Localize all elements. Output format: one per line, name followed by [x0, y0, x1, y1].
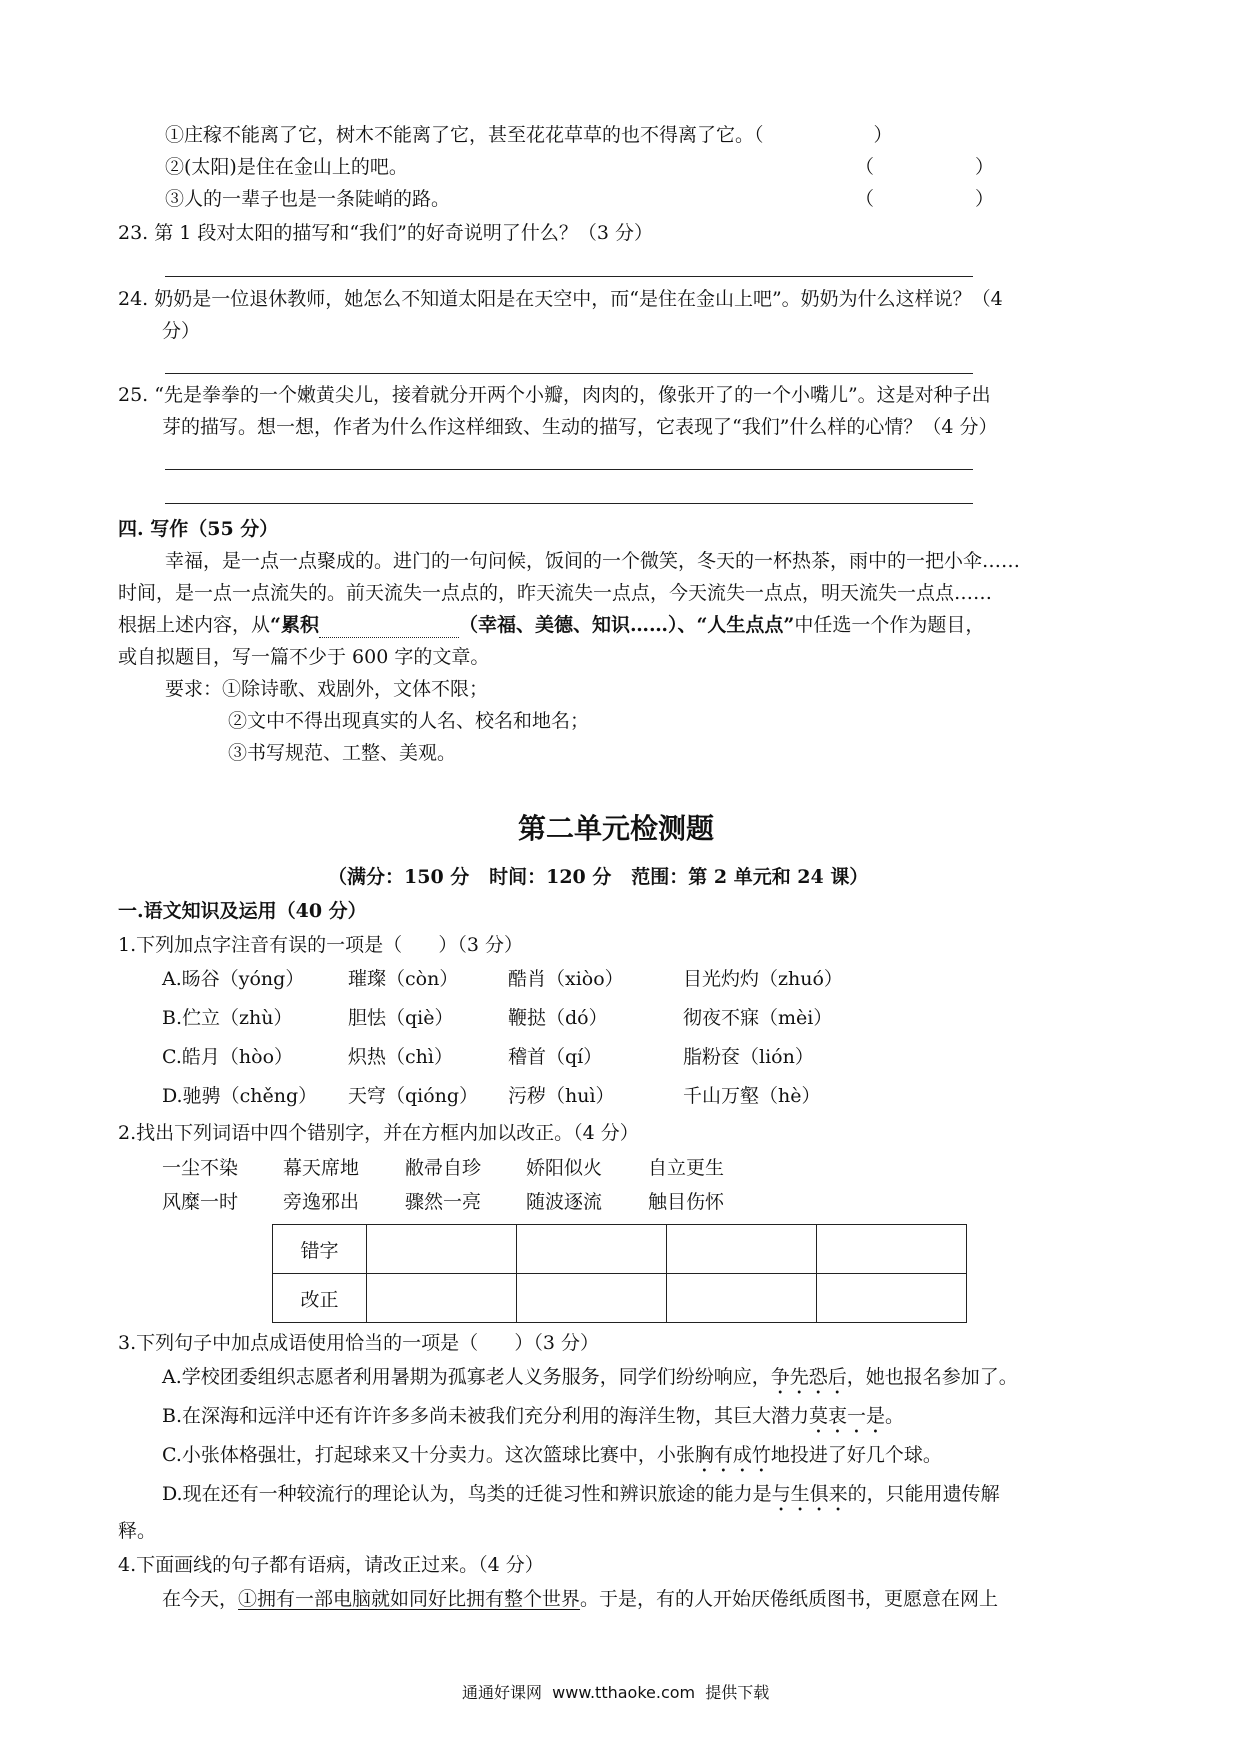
answer-line-24[interactable] [165, 373, 973, 374]
q2-word: 触目伤怀 [648, 1191, 725, 1213]
q2-word: 随波逐流 [526, 1191, 603, 1213]
q1-option-d-2: 天穹（qióng） [348, 1085, 479, 1107]
answer-line-25b[interactable] [165, 503, 973, 504]
underlined-sentence: ①拥有一部电脑就如同好比拥有整个世界 [238, 1588, 581, 1610]
answer-line-25a[interactable] [165, 469, 973, 470]
q1-option-b-3: 鞭挞（dó） [508, 1007, 608, 1029]
title-blank[interactable] [319, 619, 459, 638]
wrong-char-cell[interactable] [817, 1225, 967, 1274]
item-2: ②(太阳)是住在金山上的吧。 [165, 156, 408, 178]
row-label-wrong: 错字 [273, 1225, 367, 1274]
q1-option-c-1: C.皓月（hòo） [162, 1046, 294, 1068]
item-3-close: ） [975, 188, 995, 210]
question-24-line2: 分） [162, 320, 201, 342]
q1-option-b-4: 彻夜不寐（mèi） [683, 1007, 833, 1029]
q3-option-d: D.现在还有一种较流行的理论认为，鸟类的迁徙习性和辨识旅途的能力是与生俱来的，只能用遗传解 [162, 1483, 1000, 1505]
q4-passage: 在今天，①拥有一部电脑就如同好比拥有整个世界。于是，有的人开始厌倦纸质图书，更愿意在网上 [162, 1588, 999, 1610]
wrong-char-cell[interactable] [517, 1225, 667, 1274]
q1-option-c-4: 脂粉奁（lión） [683, 1046, 814, 1068]
question-24-line1: 24. 奶奶是一位退休教师，她怎么不知道太阳是在天空中，而“是住在金山上吧”。奶奶为什么这样说？（4 [118, 288, 1003, 310]
item-2-open: （ [855, 156, 875, 178]
writing-paragraph-1: 幸福，是一点一点聚成的。进门的一句问候，饭间的一个微笑，冬天的一杯热茶，雨中的一把小伞…… [165, 550, 1021, 572]
question-23: 23. 第 1 段对太阳的描写和“我们”的好奇说明了什么？（3 分） [118, 222, 653, 244]
table-row [273, 1225, 967, 1274]
q1-option-a-2: 璀璨（còn） [348, 968, 459, 990]
writing-paragraph-3: 根据上述内容，从“累积 （幸福、美德、知识……）、“人生点点”中任选一个作为题目， [118, 614, 985, 636]
q1-option-b-2: 胆怯（qiè） [348, 1007, 454, 1029]
question-1: 1.下列加点字注音有误的一项是（ ）（3 分） [118, 934, 523, 956]
correction-cell[interactable] [367, 1274, 517, 1323]
writing-paragraph-4: 或自拟题目，写一篇不少于 600 字的文章。 [118, 646, 490, 668]
correction-table [272, 1224, 967, 1323]
q3-option-c: C.小张体格强壮，打起球来又十分卖力。这次篮球比赛中，小张胸有成竹地投进了好几个球。 [162, 1444, 942, 1466]
requirement-3: ③书写规范、工整、美观。 [228, 742, 457, 764]
wrong-char-cell[interactable] [667, 1225, 817, 1274]
q2-word: 自立更生 [648, 1157, 725, 1179]
q2-word: 幕天席地 [283, 1157, 360, 1179]
q3-option-d-line2: 释。 [118, 1520, 157, 1542]
q1-option-d-4: 千山万壑（hè） [683, 1085, 821, 1107]
q1-option-a-1: A.旸谷（yóng） [162, 968, 305, 990]
question-3: 3.下列句子中加点成语使用恰当的一项是（ ）（3 分） [118, 1332, 599, 1354]
footer: 通通好课网 www.tthaoke.com 提供下载 [462, 1683, 770, 1702]
q1-option-b-1: B.伫立（zhù） [162, 1007, 293, 1029]
q2-word: 骤然一亮 [405, 1191, 482, 1213]
writing-paragraph-2: 时间，是一点一点流失的。前天流失一点点的，昨天流失一点点，今天流失一点点，明天流失一点点…… [118, 582, 993, 604]
q1-option-a-3: 酷肖（xiòo） [508, 968, 624, 990]
question-2: 2.找出下列词语中四个错别字，并在方框内加以改正。（4 分） [118, 1122, 639, 1144]
unit-subtitle: （满分：150 分 时间：120 分 范围：第 2 单元和 24 课） [328, 866, 869, 888]
q3-option-b: B.在深海和远洋中还有许许多多尚未被我们充分利用的海洋生物，其巨大潜力莫衷一是。 [162, 1405, 905, 1427]
table-row [273, 1274, 967, 1323]
requirement-2: ②文中不得出现真实的人名、校名和地名； [228, 710, 590, 732]
q1-option-d-1: D.驰骋（chěng） [162, 1085, 318, 1107]
q2-word: 一尘不染 [162, 1157, 239, 1179]
correction-cell[interactable] [517, 1274, 667, 1323]
q1-option-c-2: 炽热（chì） [348, 1046, 453, 1068]
part-1-heading: 一.语文知识及运用（40 分） [118, 900, 367, 922]
question-25-line2: 芽的描写。想一想，作者为什么作这样细致、生动的描写，它表现了“我们”什么样的心情？（4 分） [162, 416, 998, 438]
wrong-char-cell[interactable] [367, 1225, 517, 1274]
item-2-close: ） [975, 156, 995, 178]
q1-option-c-3: 稽首（qí） [508, 1046, 603, 1068]
requirement-1: 要求：①除诗歌、戏剧外，文体不限； [165, 678, 489, 700]
q2-word: 敝帚自珍 [405, 1157, 482, 1179]
q2-word: 旁逸邪出 [283, 1191, 360, 1213]
item-3: ③人的一辈子也是一条陡峭的路。 [165, 188, 451, 210]
unit-title: 第二单元检测题 [518, 812, 715, 845]
question-25-line1: 25. “先是拳拳的一个嫩黄尖儿，接着就分开两个小瓣，肉肉的，像张开了的一个小嘴儿”。这是对种子出 [118, 384, 991, 406]
q1-option-d-3: 污秽（huì） [508, 1085, 615, 1107]
correction-cell[interactable] [817, 1274, 967, 1323]
q3-option-a: A.学校团委组织志愿者利用暑期为孤寡老人义务服务，同学们纷纷响应，争先恐后，她也报名参加了。 [162, 1366, 1018, 1388]
writing-heading: 四. 写作（55 分） [118, 518, 279, 540]
q1-option-a-4: 目光灼灼（zhuó） [683, 968, 843, 990]
question-4: 4.下面画线的句子都有语病，请改正过来。（4 分） [118, 1554, 544, 1576]
q2-word: 娇阳似火 [526, 1157, 603, 1179]
correction-cell[interactable] [667, 1274, 817, 1323]
q2-word: 风糜一时 [162, 1191, 239, 1213]
row-label-correct: 改正 [273, 1274, 367, 1323]
item-3-open: （ [855, 188, 875, 210]
item-1: ①庄稼不能离了它，树木不能离了它，甚至花花草草的也不得离了它。（ ） [165, 124, 893, 146]
answer-line-23[interactable] [165, 276, 973, 277]
